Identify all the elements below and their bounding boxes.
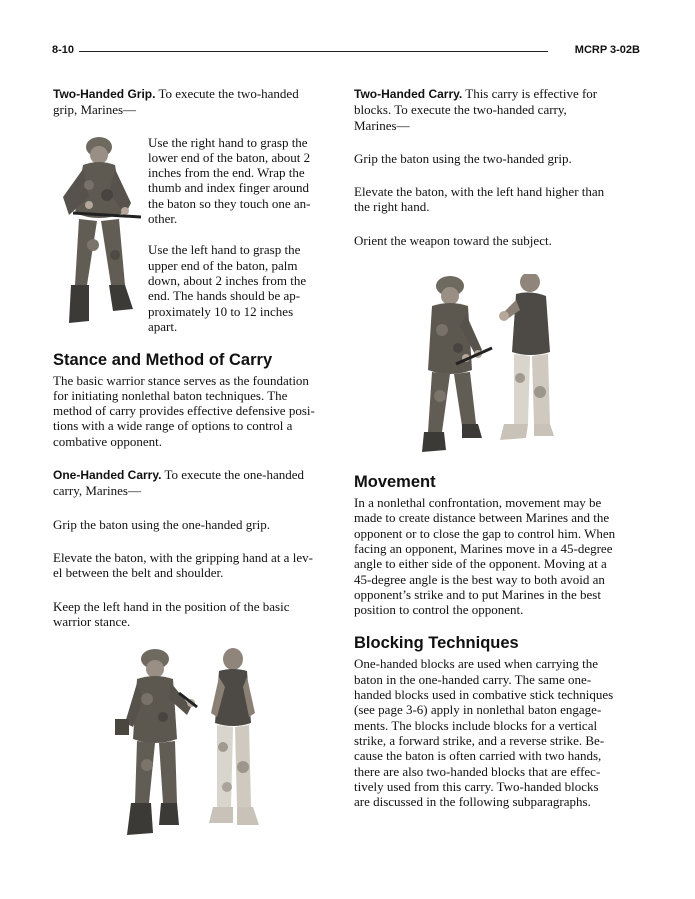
one-handed-carry-step-2: Elevate the baton, with the gripping hand at a lev- el between the belt and shoulder.: [53, 549, 313, 581]
two-handed-grip-step-2: Use the left hand to grasp the upper end of the baton, palm down, about 2 inches from the end. The hands should be ap- proximately 10 to 12 inches apart.: [148, 242, 307, 334]
one-handed-carry-heading: One-Handed Carry.: [53, 468, 162, 483]
left-column: [53, 86, 328, 839]
two-handed-carry-heading: Two-Handed Carry.: [354, 87, 463, 101]
blocking-heading: Blocking Techniques: [354, 634, 519, 653]
document-id: MCRP 3-02B: [574, 44, 640, 56]
one-handed-carry-intro: One-Handed Carry. To execute the one-handed carry, Marines—: [53, 467, 304, 499]
one-handed-carry-step-1: Grip the baton using the one-handed grip.: [53, 516, 270, 532]
one-handed-carry-photo: [115, 647, 275, 839]
page-number: 8-10: [52, 44, 75, 56]
two-handed-carry-step-2: Elevate the baton, with the left hand higher than the right hand.: [354, 184, 605, 215]
two-handed-carry-photo: [412, 274, 562, 454]
movement-heading: Movement: [354, 473, 436, 492]
two-handed-carry-intro: Two-Handed Carry. This carry is effective for blocks. To execute the two-handed carry, Marines—: [354, 86, 598, 133]
two-handed-carry-step-3: Orient the weapon toward the subject.: [354, 232, 552, 248]
two-handed-grip-steps: [148, 135, 328, 335]
right-column: [354, 86, 629, 809]
two-handed-grip-intro: Two-Handed Grip. To execute the two-handed grip, Marines—: [53, 86, 299, 118]
two-handed-carry-step-1: Grip the baton using the two-handed grip.: [354, 150, 572, 166]
stance-heading: Stance and Method of Carry: [53, 350, 273, 369]
blocking-paragraph: One-handed blocks are used when carrying the baton in the one-handed carry. The same one- handed blocks used in combative stick techniques (see page 3-6) apply in nonlethal baton engage- ments. The blocks include blocks for a vertical strike, a forward strike, and a reverse strike. Be- cause the baton is often carried with two hands, there are also two-handed blocks that are effec- tively used from this carry. Two-handed blocks are discussed in the following subparagraphs.: [354, 656, 614, 810]
two-handed-grip-step-1: Use the right hand to grasp the lower end of the baton, about 2 inches from the end. Wrap the thumb and index finger around the baton so they touch one an- other.: [148, 134, 311, 227]
marine-two-handed-grip-photo: [53, 135, 143, 327]
page-header: [52, 44, 640, 60]
header-rule: [79, 51, 548, 52]
movement-paragraph: In a nonlethal confrontation, movement may be made to create distance between Marines and the opponent or to close the gap to control him. When facing an opponent, Marines move in a 45-degree angle to either side of the opponent. Moving at a 45-degree angle is the best way to both avoid an opponent’s strike and to put Marines in the best position to control the opponent.: [354, 495, 616, 618]
two-handed-grip-figure-row: [53, 134, 328, 334]
stance-paragraph: The basic warrior stance serves as the foundation for initiating nonlethal baton techniques. The method of carry provides effective defensive posi- tions with a wide range of options to control a combative opponent.: [53, 372, 315, 449]
one-handed-carry-step-3: Keep the left hand in the position of the basic warrior stance.: [53, 598, 290, 629]
two-handed-grip-heading: Two-Handed Grip.: [53, 87, 156, 101]
